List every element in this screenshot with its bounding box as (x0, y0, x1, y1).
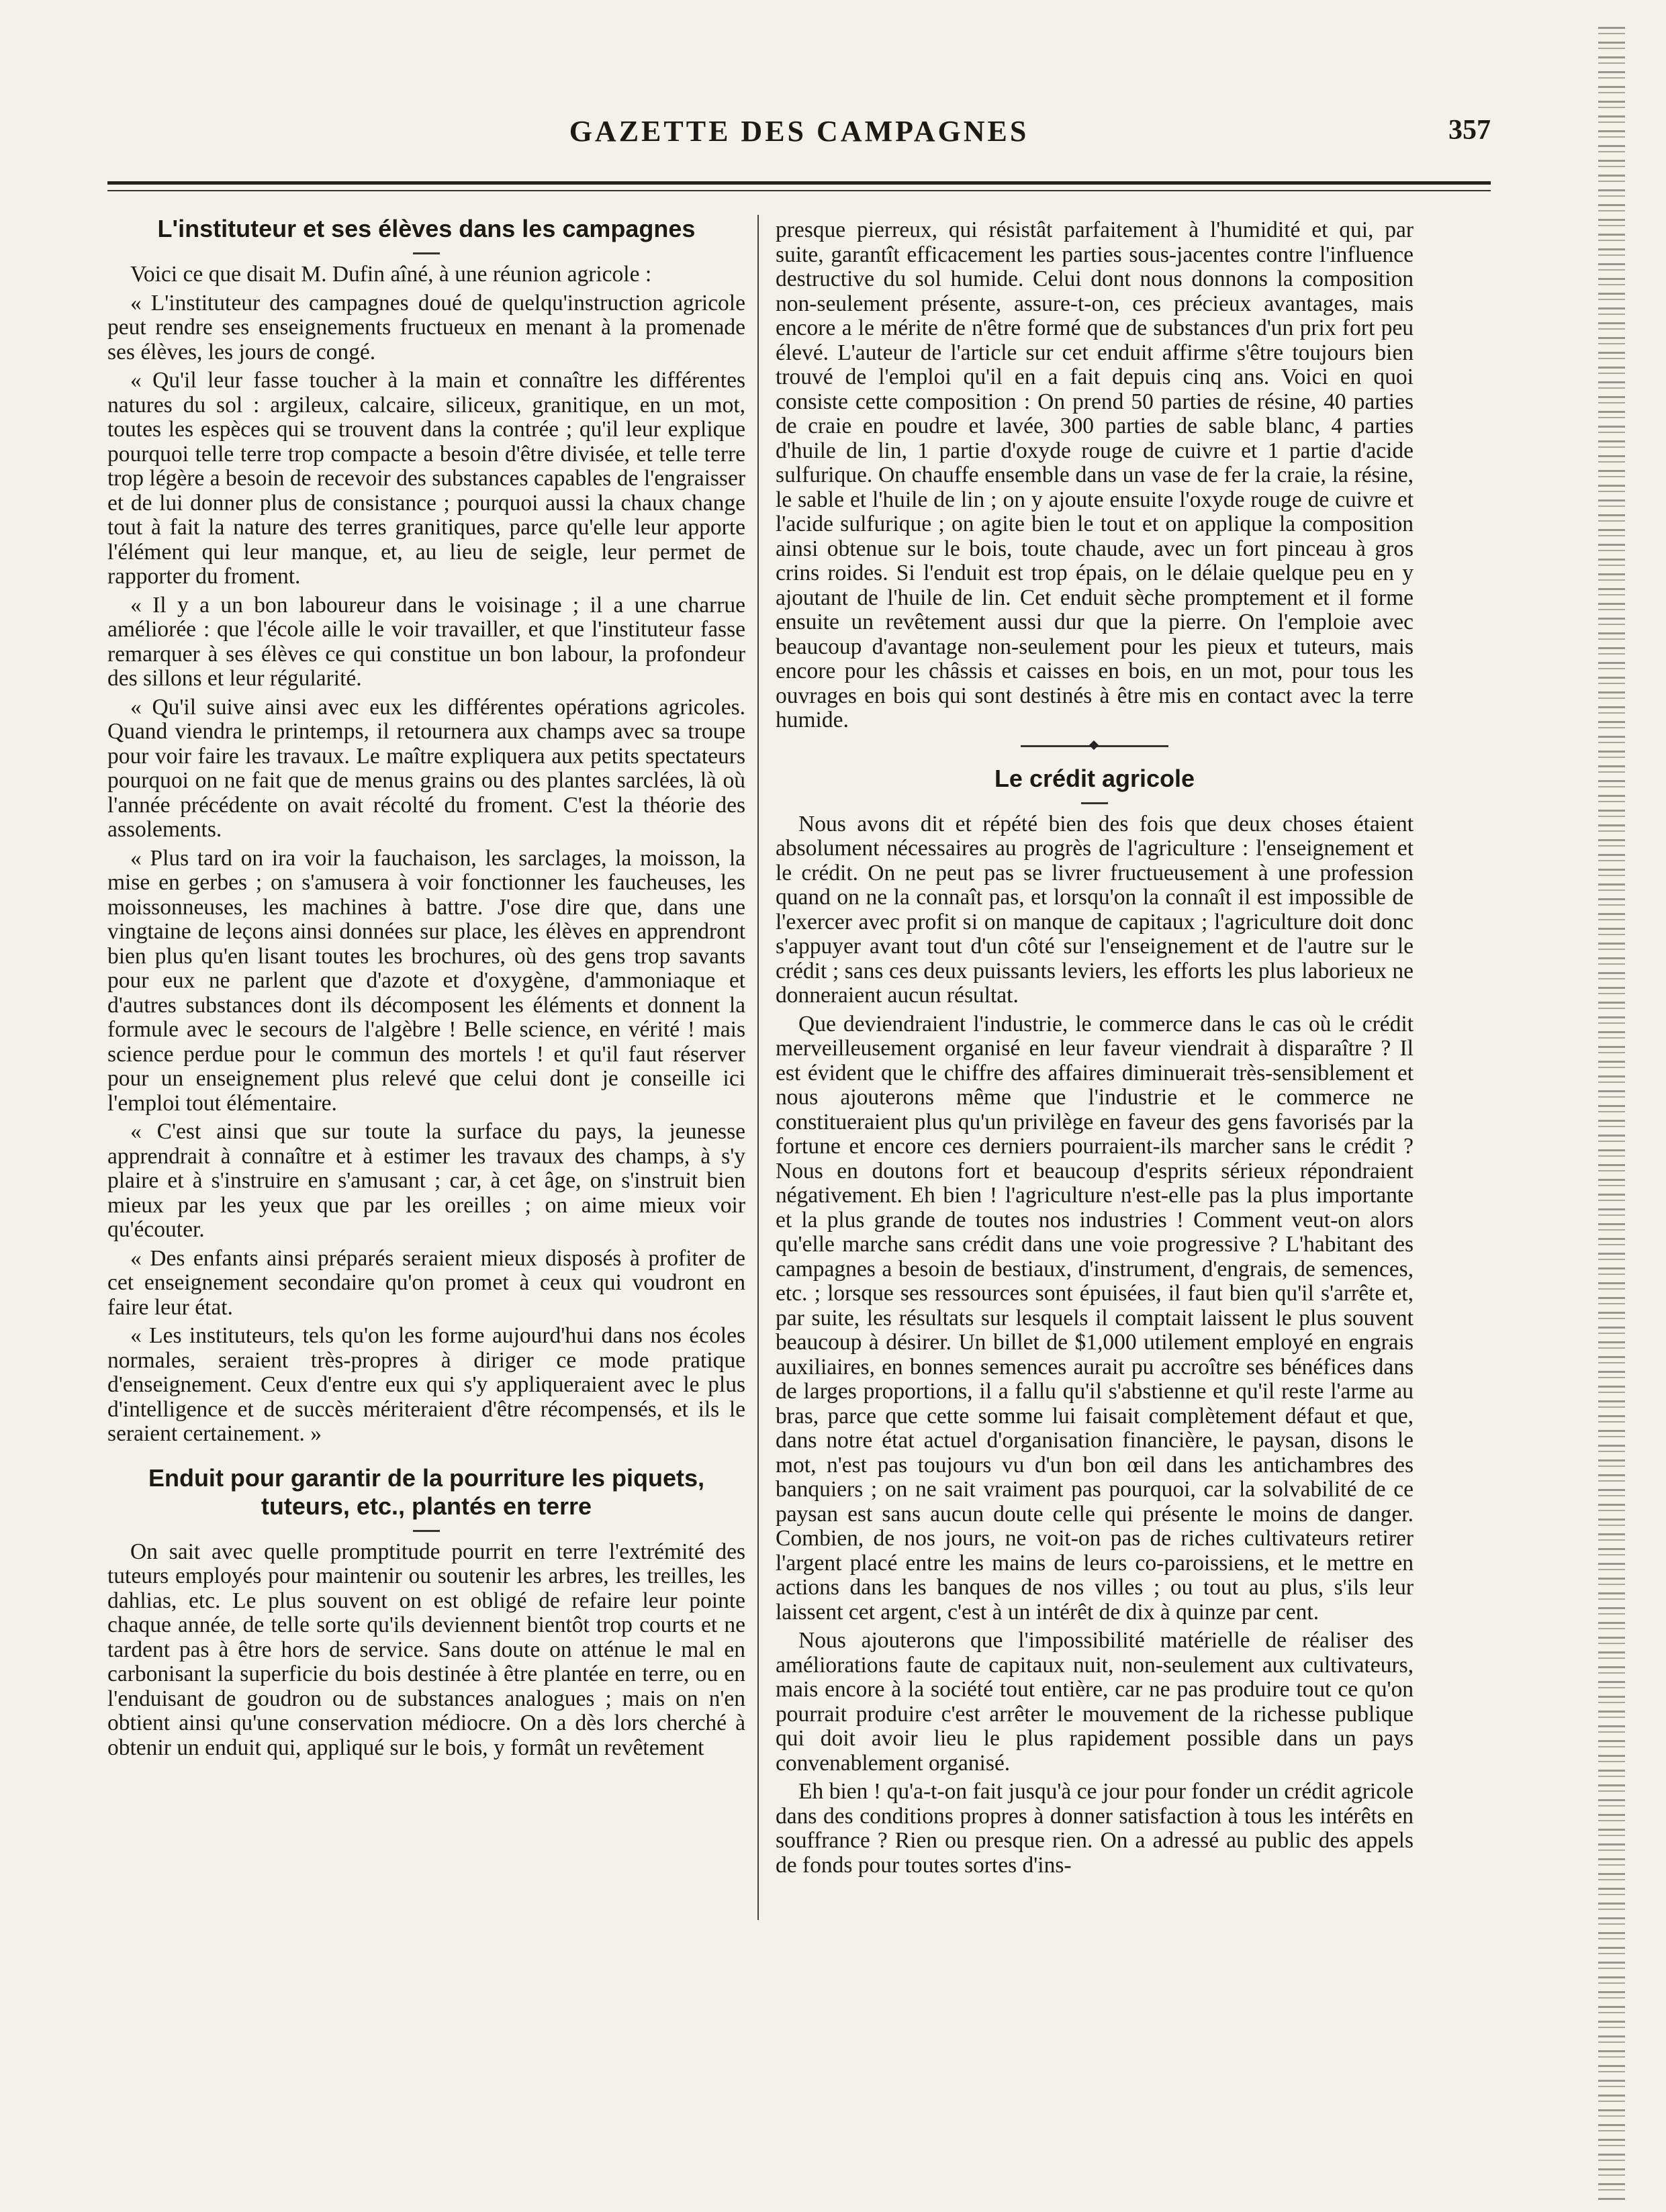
gazette-title: GAZETTE DES CAMPAGNES (569, 115, 1029, 148)
article-title-instituteur: L'instituteur et ses élèves dans les campagnes (157, 215, 696, 242)
page-number: 357 (1448, 115, 1491, 146)
left-column (107, 215, 745, 1764)
right-column (776, 218, 1414, 1882)
title-dash (413, 252, 440, 254)
paragraph: Que deviendraient l'industrie, le commerce dans le cas où le crédit merveilleusement organisé en leur faveur viendrait à disparaître ? Il est évident que le chiffre des affaires diminuerait très-sensiblement et nous ajouterons même que l'industrie et le commerce ne constitueraient plus qu'un privilège en faveur des gens favorisés par la fortune et encore ces derniers pourraient-ils marcher sans le crédit ? Nous en doutons fort et beaucoup d'esprits sérieux répondraient négativement. Eh bien ! l'agriculture n'est-elle pas la plus importante et la plus grande de toutes nos industries ! Comment veut-on alors qu'elle marche sans crédit dans une voie progressive ? L'habitant des campagnes a besoin de bestiaux, d'instrument, d'engrais, de semences, etc. ; lorsque ses ressources sont épuisées, il faut bien qu'il s'arrête et, par suite, les résultats sur lesquels il comptait laissent le plus souvent beaucoup à désirer. Un billet de $1,000 utilement employé en engrais auxiliaires, en bonnes semences aurait pu accroître ses bénéfices dans de larges proportions, il a fallu qu'il s'abstienne et qu'il reste l'arme au bras, parce que cette somme lui faisait complètement défaut et que, dans notre état actuel d'organisation financière, le paysan, disons le mot, n'est pas toujours vu d'un bon œil dans les antichambres des banquiers ; on ne sait vraiment pas pourquoi, car la solvabilité de ce paysan est sans aucun doute celle qui présente le moins de danger. Combien, de nos jours, ne voit-on pas de riches cultivateurs retirer l'argent placé entre les mains de leurs co-paroissiens, et le mettre en actions dans les banques de nos villes ; ou tout au plus, s'ils leur laissent cet argent, c'est à un intérêt de dix à quinze par cent. (776, 1011, 1414, 1625)
paragraph: « Les instituteurs, tels qu'on les forme aujourd'hui dans nos écoles normales, seraient très-propres à diriger ce mode pratique d'enseignement. Ceux d'entre eux qui s'y appliqueraient avec le plus d'intelligence et de succès mériteraient d'être récompensés, et ils le seraient certainement. » (107, 1323, 745, 1446)
paragraph-continued: presque pierreux, qui résistât parfaitement à l'humidité et qui, par suite, garantît efficacement les parties sous-jacentes contre l'influence destructive du sol humide. Celui dont nous donnons la composition non-seulement présente, assure-t-on, ces précieux avantages, mais encore a le mérite de n'être formé que de substances d'un prix fort peu élevé. L'auteur de l'article sur cet enduit affirme s'être toujours bien trouvé de l'emploi qu'il en a fait depuis cinq ans. Voici en quoi consiste cette composition : On prend 50 parties de résine, 40 parties de craie en poudre et lavée, 300 parties de sable blanc, 4 parties d'huile de lin, 1 partie d'oxyde rouge de cuivre et 1 partie d'acide sulfurique. On chauffe ensemble dans un vase de fer la craie, la résine, le sable et l'huile de lin ; on y ajoute ensuite l'oxyde rouge de cuivre et l'acide sulfurique ; on agite bien le tout et on applique la composition ainsi obtenue sur le bois, toute chaude, avec un fort pinceau à gros crins roides. Si l'enduit est trop épais, on le délaie quelque peu en y ajoutant de l'huile de lin. Cet enduit sèche promptement et il forme ensuite un revêtement aussi dur que la pierre. On l'emploie avec beaucoup d'avantage non-seulement pour les pieux et tuteurs, mais encore pour les châssis et caisses en bois, en un mot, pour tous les ouvrages en bois qui sont destinés à être mis en contact avec la terre humide. (776, 218, 1414, 732)
paragraph: Eh bien ! qu'a-t-on fait jusqu'à ce jour pour fonder un crédit agricole dans des conditions propres à donner satisfaction à tous les intérêts en souffrance ? Rien ou presque rien. On a adressé au public des appels de fonds pour toutes sortes d'ins- (776, 1779, 1414, 1878)
title-dash (413, 1530, 440, 1532)
section-ornament (1021, 745, 1168, 747)
paragraph: « Des enfants ainsi préparés seraient mieux disposés à profiter de cet enseignement secondaire qu'on promet à ceux qui voudront en faire leur état. (107, 1245, 745, 1320)
article-title-credit: Le crédit agricole (994, 764, 1195, 792)
paragraph: On sait avec quelle promptitude pourrit en terre l'extrémité des tuteurs employés pour maintenir ou soutenir les arbres, les treilles, les dahlias, etc. Le plus souvent on est obligé de refaire leur pointe chaque année, de telle sorte qu'ils deviennent bientôt trop courts et ne tardent pas à être hors de service. Sans doute on atténue le mal en carbonisant la superficie du bois destinée à être plantée en terre, ou en l'enduisant de goudron ou de substances analogues ; mais on n'en obtient ainsi qu'une conservation médiocre. On a dès lors cherché à obtenir un enduit qui, appliqué sur le bois, y formât un revêtement (107, 1539, 745, 1760)
binding-edge-strip (1598, 27, 1625, 2202)
paragraph: « C'est ainsi que sur toute la surface du pays, la jeunesse apprendrait à connaître et à estimer les travaux des champs, à s'y plaire et à s'instruire en s'amusant ; car, à cet âge, on s'instruit bien mieux par les yeux que par les oreilles ; on aime mieux voir qu'écouter. (107, 1119, 745, 1242)
column-divider (757, 215, 759, 1920)
header-rule-thick (107, 181, 1491, 185)
page-header (107, 114, 1491, 161)
title-dash (1081, 802, 1108, 804)
paragraph: Nous ajouterons que l'impossibilité matérielle de réaliser des améliorations faute de capitaux nuit, non-seulement aux cultivateurs, mais encore à la société tout entière, car ne pas produire tout ce qu'on pourrait produire c'est arrêter le mouvement de la richesse publique qui doit avoir lieu le plus rapidement possible dans un pays convenablement organisé. (776, 1628, 1414, 1776)
article-title-enduit: Enduit pour garantir de la pourriture les piquets, tuteurs, etc., plantés en terre (148, 1463, 705, 1520)
paragraph: « L'instituteur des campagnes doué de quelqu'instruction agricole peut rendre ses enseignements fructueux en menant à la promenade ses élèves, les jours de congé. (107, 290, 745, 365)
paragraph: « Il y a un bon laboureur dans le voisinage ; il a une charrue améliorée : que l'école aille le voir travailler, et que l'instituteur fasse remarquer à ses élèves ce qui constitue un bon labour, la profondeur des sillons et leur régularité. (107, 592, 745, 691)
paragraph: « Qu'il suive ainsi avec eux les différentes opérations agricoles. Quand viendra le printemps, il retournera aux champs avec sa troupe pour voir faire les travaux. Le maître expliquera aux petits spectateurs pourquoi on ne fait que de menus grains ou des plantes sarclées, là où l'année précédente on avait récolté du froment. C'est la théorie des assolements. (107, 694, 745, 842)
paragraph: « Plus tard on ira voir la fauchaison, les sarclages, la moisson, la mise en gerbes ; on s'amusera à voir fonctionner les faucheuses, les moissonneuses, les machines à battre. J'ose dire que, dans une vingtaine de leçons ainsi données sur place, les élèves en apprendront bien plus qu'en lisant toutes les brochures, où des gens trop savants pour eux ne parlent que d'azote et d'oxygène, d'ammoniaque et d'autres substances dont ils décomposent les éléments et donnent la formule avec le secours de l'algèbre ! Belle science, en vérité ! mais science perdue pour le commun des mortels ! et qu'il faut réserver pour un enseignement plus relevé que celui dont je conseille ici l'emploi tout élémentaire. (107, 845, 745, 1116)
paragraph: Nous avons dit et répété bien des fois que deux choses étaient absolument nécessaires au progrès de l'agriculture : l'enseignement et le crédit. On ne peut pas se livrer fructueusement à une profession quand on ne la connaît pas, et lorsqu'on la connaît il est impossible de l'exercer avec profit si on manque de capitaux ; l'agriculture doit donc s'appuyer avant tout d'un côté sur l'enseignement et de l'autre sur le crédit ; sans ces deux puissants leviers, les efforts les plus laborieux ne donneraient aucun résultat. (776, 811, 1414, 1008)
paragraph: Voici ce que disait M. Dufin aîné, à une réunion agricole : (130, 262, 652, 287)
header-rule-thin (107, 190, 1491, 191)
paragraph: « Qu'il leur fasse toucher à la main et connaître les différentes natures du sol : argileux, calcaire, siliceux, granitique, en un mot, toutes les espèces qui se trouvent dans la contrée ; qu'il leur explique pourquoi telle terre trop compacte a besoin d'être divisée, et telle terre trop légère a besoin de recevoir des substances capables de l'engraisser et de lui donner plus de consistance ; pourquoi aussi la chaux change tout à fait la nature des terres granitiques, parce qu'elle leur apporte l'élément qui leur manque, et, au lieu de seigle, leur permet de rapporter du froment. (107, 368, 745, 589)
